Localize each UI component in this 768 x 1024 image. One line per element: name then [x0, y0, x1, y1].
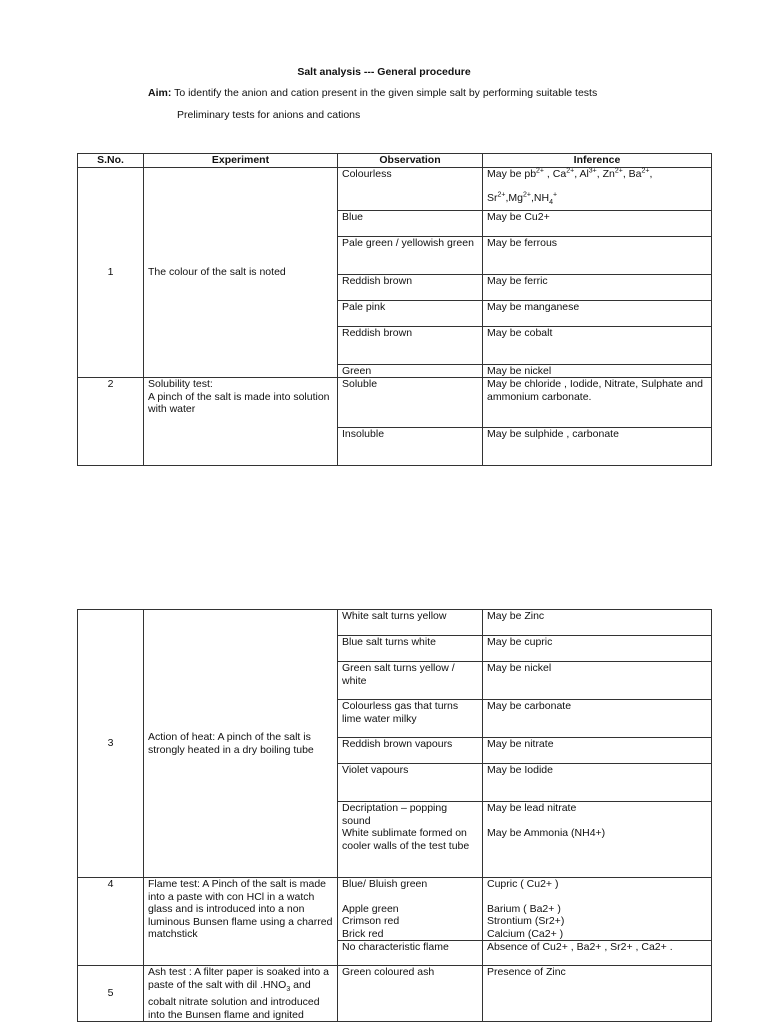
inference-cell: May be cobalt — [483, 326, 712, 364]
inference-cell: May be ferrous — [483, 236, 712, 274]
observation-cell: Pale pink — [338, 300, 483, 326]
experiment-cell: The colour of the salt is noted — [144, 167, 338, 378]
subtitle: Preliminary tests for anions and cations — [177, 109, 361, 121]
observation-cell: Green coloured ash — [338, 966, 483, 1022]
inference-cell: May be $pb^{2+}$ , $Ca^{2+}$, $Al^{3+}$, $Zn^{2+}$, $Ba^{2+}$, $Sr^{2+},Mg^{2+},NH_4^+$ — [483, 167, 712, 210]
experiment-cell: Ash test : A filter paper is soaked into a paste of the salt with dil $.HNO_3$ and cobalt nitrate solution and introduced into the Bunsen flame and ignited — [144, 966, 338, 1022]
observation-cell: Pale green / yellowish green — [338, 236, 483, 274]
procedure-table-1 — [77, 153, 712, 466]
observation-cell: Reddish brown — [338, 274, 483, 300]
inference-cell: May be Cu2+ — [483, 210, 712, 236]
header-observation: Observation — [338, 154, 483, 168]
observation-cell: Soluble — [338, 378, 483, 428]
observation-cell: Insoluble — [338, 428, 483, 466]
inference-cell: May be Iodide — [483, 764, 712, 802]
aim-line — [148, 87, 597, 99]
observation-cell: Colourless — [338, 167, 483, 210]
table-header-row — [78, 154, 712, 168]
inference-cell: May be nickel — [483, 364, 712, 378]
sno-cell: 2 — [78, 378, 144, 466]
inference-cell: Presence of Zinc — [483, 966, 712, 1022]
sno-cell: 1 — [78, 167, 144, 378]
inference-cell: May be nickel — [483, 662, 712, 700]
inference-cell: May be sulphide , carbonate — [483, 428, 712, 466]
observation-cell: Blue/ Bluish green Apple green Crimson red Brick red — [338, 878, 483, 941]
sno-cell: 3 — [78, 610, 144, 878]
observation-cell: Violet vapours — [338, 764, 483, 802]
experiment-cell: Action of heat: A pinch of the salt is strongly heated in a dry boiling tube — [144, 610, 338, 878]
table-row — [78, 167, 712, 210]
observation-cell: Blue salt turns white — [338, 636, 483, 662]
table-row — [78, 378, 712, 428]
page-title: Salt analysis --- General procedure — [297, 66, 471, 78]
inference-cell: May be carbonate — [483, 700, 712, 738]
inference-cell: May be nitrate — [483, 738, 712, 764]
observation-cell: Reddish brown — [338, 326, 483, 364]
inference-cell: May be ferric — [483, 274, 712, 300]
observation-cell: Green — [338, 364, 483, 378]
observation-cell: Blue — [338, 210, 483, 236]
observation-cell: No characteristic flame — [338, 941, 483, 966]
inference-cell: May be Zinc — [483, 610, 712, 636]
aim-label: Aim: — [148, 87, 172, 99]
header-sno: S.No. — [78, 154, 144, 168]
aim-text: To identify the anion and cation present in the given simple salt by performing suitable tests — [171, 87, 598, 99]
procedure-table-2 — [77, 609, 712, 1022]
inference-cell: May be lead nitrate May be Ammonia (NH4+) — [483, 802, 712, 878]
observation-cell: White salt turns yellow — [338, 610, 483, 636]
observation-cell: Colourless gas that turns lime water milky — [338, 700, 483, 738]
table-row — [78, 878, 712, 941]
observation-cell: Reddish brown vapours — [338, 738, 483, 764]
sno-cell: 4 — [78, 878, 144, 966]
header-inference: Inference — [483, 154, 712, 168]
header-experiment: Experiment — [144, 154, 338, 168]
sno-cell: 5 — [78, 966, 144, 1022]
experiment-cell: Solubility test: A pinch of the salt is made into solution with water — [144, 378, 338, 466]
table-row — [78, 610, 712, 636]
inference-cell: Absence of Cu2+ , Ba2+ , Sr2+ , Ca2+ . — [483, 941, 712, 966]
inference-cell: May be cupric — [483, 636, 712, 662]
inference-cell: May be manganese — [483, 300, 712, 326]
inference-cell: May be chloride , Iodide, Nitrate, Sulphate and ammonium carbonate. — [483, 378, 712, 428]
observation-cell: Green salt turns yellow / white — [338, 662, 483, 700]
table-row — [78, 966, 712, 1022]
experiment-cell: Flame test: A Pinch of the salt is made into a paste with con HCl in a watch glass and is introduced into a non luminous Bunsen flame using a charred matchstick — [144, 878, 338, 966]
observation-cell: Decriptation – popping sound White sublimate formed on cooler walls of the test tube — [338, 802, 483, 878]
inference-cell: Cupric ( Cu2+ ) Barium ( Ba2+ ) Strontium (Sr2+) Calcium (Ca2+ ) — [483, 878, 712, 941]
